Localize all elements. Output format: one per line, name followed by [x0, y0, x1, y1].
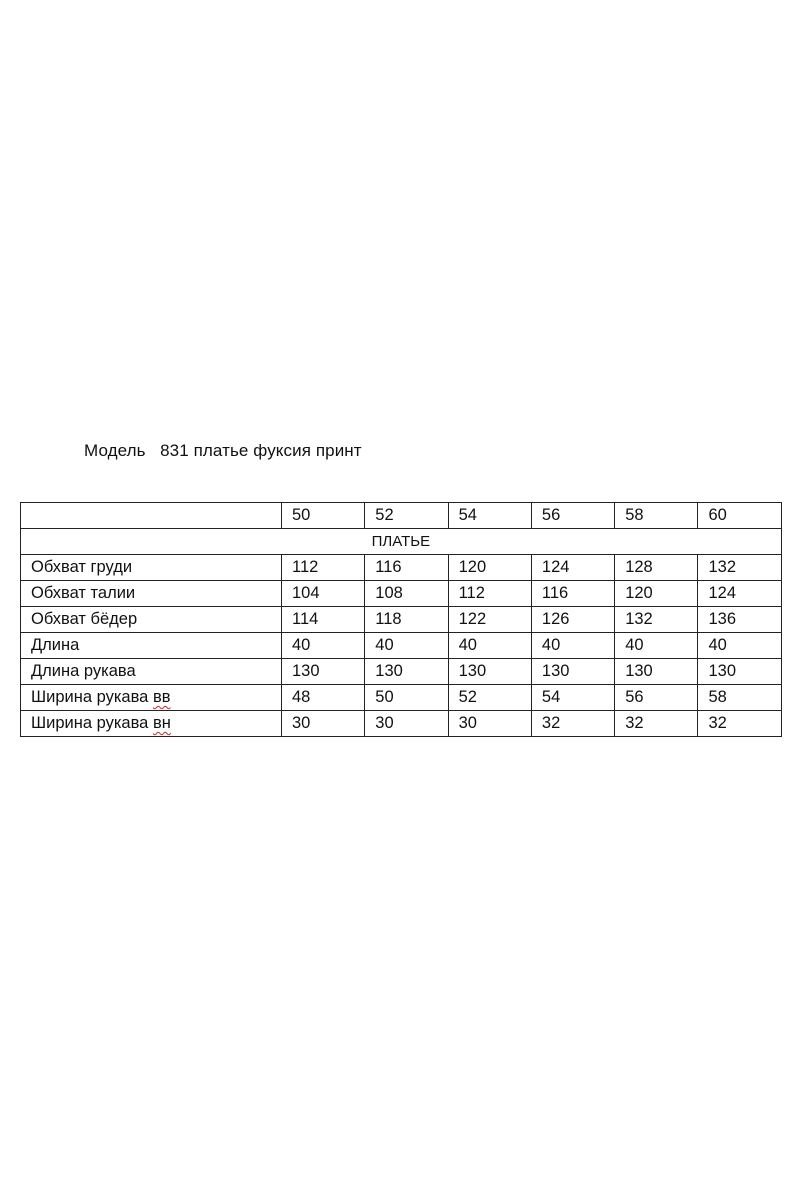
table-cell: 122	[448, 607, 531, 633]
table-cell: 32	[615, 711, 698, 737]
row-label	[21, 711, 282, 737]
table-cell: 130	[531, 659, 614, 685]
table-cell: 30	[282, 711, 365, 737]
table-cell: 130	[698, 659, 781, 685]
table-cell: 126	[531, 607, 614, 633]
table-cell: 128	[615, 555, 698, 581]
table-cell: 120	[615, 581, 698, 607]
section-title: ПЛАТЬЕ	[21, 529, 782, 555]
header-row	[21, 503, 782, 529]
table-row	[21, 555, 782, 581]
table-cell: 48	[282, 685, 365, 711]
size-header-cell: 56	[531, 503, 614, 529]
table-cell: 136	[698, 607, 781, 633]
row-label: Длина	[21, 633, 282, 659]
size-header-cell: 54	[448, 503, 531, 529]
size-table	[20, 502, 782, 737]
row-label-main: Ширина рукава	[31, 714, 153, 732]
size-header-cell: 58	[615, 503, 698, 529]
table-row	[21, 633, 782, 659]
row-label-flag: вв	[152, 688, 171, 706]
row-label: Обхват груди	[21, 555, 282, 581]
table-cell: 32	[698, 711, 781, 737]
table-cell: 120	[448, 555, 531, 581]
table-cell: 40	[282, 633, 365, 659]
table-cell: 130	[615, 659, 698, 685]
table-cell: 54	[531, 685, 614, 711]
table-row	[21, 581, 782, 607]
table-cell: 108	[365, 581, 448, 607]
table-cell: 112	[448, 581, 531, 607]
table-cell: 104	[282, 581, 365, 607]
table-cell: 50	[365, 685, 448, 711]
table-cell: 124	[698, 581, 781, 607]
page-title: Модель 831 платье фуксия принт	[84, 441, 362, 460]
table-cell: 40	[615, 633, 698, 659]
table-cell: 130	[365, 659, 448, 685]
header-empty-cell	[21, 503, 282, 529]
row-label: Длина рукава	[21, 659, 282, 685]
table-row	[21, 685, 782, 711]
table-cell: 124	[531, 555, 614, 581]
row-label-main: Ширина рукава	[31, 688, 153, 706]
table-cell: 40	[365, 633, 448, 659]
table-row	[21, 607, 782, 633]
row-label	[21, 685, 282, 711]
table-cell: 40	[531, 633, 614, 659]
table-cell: 56	[615, 685, 698, 711]
table-cell: 40	[448, 633, 531, 659]
table-row	[21, 659, 782, 685]
section-row	[21, 529, 782, 555]
table-cell: 52	[448, 685, 531, 711]
table-cell: 118	[365, 607, 448, 633]
table-cell: 112	[282, 555, 365, 581]
table-cell: 132	[615, 607, 698, 633]
size-header-cell: 52	[365, 503, 448, 529]
table-cell: 32	[531, 711, 614, 737]
size-header-cell: 60	[698, 503, 781, 529]
table-cell: 30	[365, 711, 448, 737]
size-header-cell: 50	[282, 503, 365, 529]
table-cell: 116	[365, 555, 448, 581]
table-row	[21, 711, 782, 737]
table-cell: 114	[282, 607, 365, 633]
row-label-flag: вн	[152, 714, 171, 732]
table-cell: 30	[448, 711, 531, 737]
table-cell: 130	[282, 659, 365, 685]
table-cell: 132	[698, 555, 781, 581]
row-label: Обхват талии	[21, 581, 282, 607]
table-cell: 130	[448, 659, 531, 685]
row-label: Обхват бёдер	[21, 607, 282, 633]
table-cell: 116	[531, 581, 614, 607]
table-cell: 58	[698, 685, 781, 711]
table-cell: 40	[698, 633, 781, 659]
